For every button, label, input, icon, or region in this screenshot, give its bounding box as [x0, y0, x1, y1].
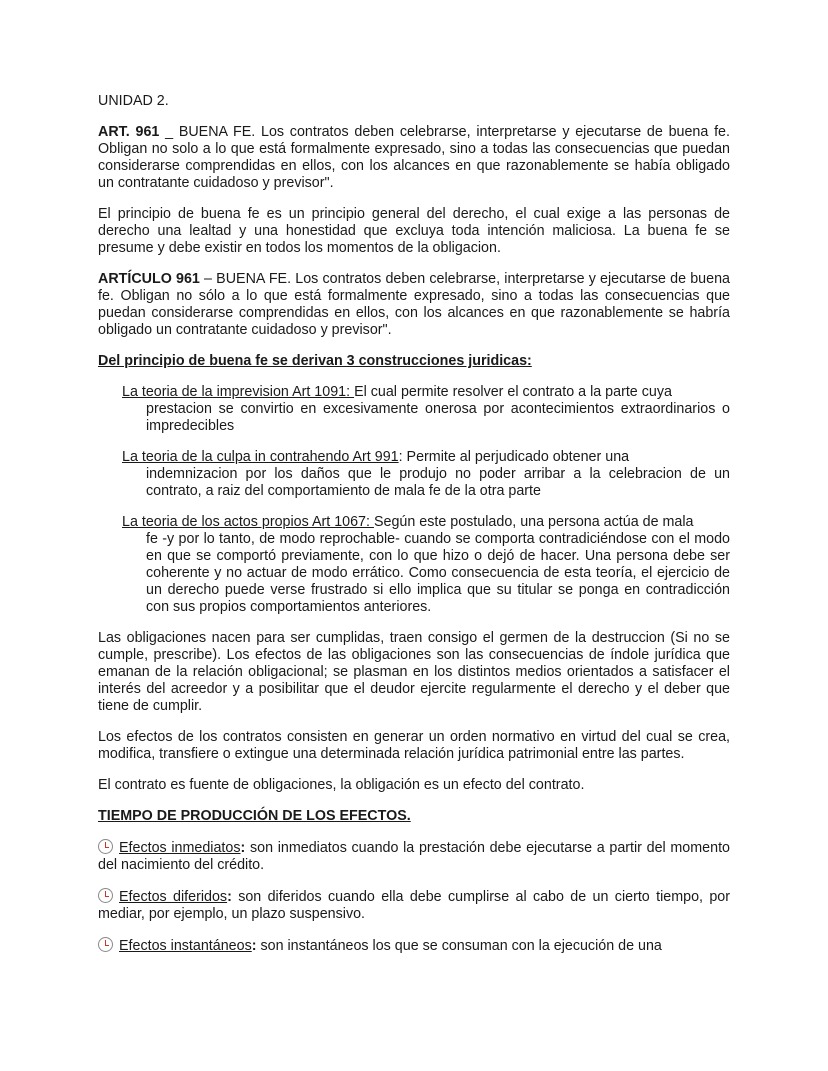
- theory-text-first: : Permite al perjudicado obtener una: [398, 449, 630, 465]
- effect-item-instantaneos: [98, 937, 730, 955]
- effect-item-inmediatos: [98, 839, 730, 874]
- theory-text-rest: fe -y por lo tanto, de modo reprochable- cuando se comporta contradiciéndose con el modo en que se comportó previamente, con lo que hizo o dejó de hacer. Una persona debe ser coherente y no actuar de modo errático. Como consecuencia de esta teoría, el ejercicio de un derecho puede verse frustrado si ello implica que su titular se ponga en contradicción con sus propios comportamientos anteriores.: [146, 531, 730, 615]
- article-text: Los contratos deben celebrarse, interpretarse y ejecutarse de buena fe. Obligan no solo a lo que está formalmente expresado, sino a todas las consecuencias que puedan considerarse comprendidas en ellos, con los alcances en que razonablemente se había obligado un contratante cuidadoso y previsor".: [98, 124, 730, 191]
- article-961-paragraph: [98, 124, 730, 192]
- contract-effects-paragraph: Los efectos de los contratos consisten en generar un orden normativo en virtud del cual se crea, modifica, transfiere o extingue una determinada relación jurídica patrimonial entre las partes.: [98, 729, 730, 762]
- clock-icon: [98, 839, 113, 854]
- clock-icon: [98, 888, 113, 903]
- good-faith-principle-paragraph: El principio de buena fe es un principio general del derecho, el cual exige a las personas de derecho una lealtad y una honestidad que excluya toda intención maliciosa. La buena fe se presume y debe existir en todos los momentos de la obligacion.: [98, 206, 730, 256]
- theory-title: La teoria de la imprevision Art 1091:: [122, 384, 355, 400]
- time-of-effects-heading: TIEMPO DE PRODUCCIÓN DE LOS EFECTOS.: [98, 808, 411, 824]
- articulo-961-paragraph: [98, 271, 730, 339]
- theory-text-first: Según este postulado, una persona actúa de mala: [373, 514, 694, 530]
- theory-item-actos-propios: [122, 514, 730, 616]
- clock-icon: [98, 937, 113, 952]
- articulo-label: ARTÍCULO 961: [98, 271, 200, 287]
- theory-title: La teoria de la culpa in contrahendo Art 991: [122, 449, 399, 465]
- effect-term: Efectos diferidos: [119, 889, 228, 905]
- effect-term: Efectos instantáneos: [119, 938, 252, 954]
- document-page: [98, 93, 730, 955]
- articulo-separator: – BUENA FE.: [199, 271, 296, 287]
- theory-item-culpa: [122, 449, 730, 500]
- contract-source-paragraph: El contrato es fuente de obligaciones, la obligación es un efecto del contrato.: [98, 777, 585, 793]
- articulo-text: Los contratos deben celebrarse, interpretarse y ejecutarse de buena fe. Obligan no sólo a lo que está formalmente expresado, sino a todas las consecuencias que puedan considerarse comprendidas en ellos, con los alcances en que razonablemente se habría obligado un contratante cuidadoso y previsor".: [98, 271, 730, 338]
- article-label: ART. 961: [98, 124, 160, 140]
- theory-text-rest: prestacion se convirtio en excesivamente onerosa por acontecimientos extraordinarios o impredecibles: [146, 401, 730, 434]
- theory-item-imprevision: [122, 384, 730, 435]
- obligations-paragraph: Las obligaciones nacen para ser cumplidas, traen consigo el germen de la destruccion (Si no se cumple, prescribe). Los efectos de las obligaciones son las consecuencias de índole jurídica que emanan de la relación obligacional; se plasman en los distintos medios orientados a satisfacer el interés del acreedor y a posibilitar que el deudor ejercite regularmente el derecho y el deber que tiene de cumplir.: [98, 630, 730, 714]
- effect-text: son inmediatos cuando la prestación debe ejecutarse a partir del momento del nacimiento del crédito.: [98, 840, 730, 873]
- unit-title: UNIDAD 2.: [98, 93, 169, 109]
- theory-title: La teoria de los actos propios Art 1067:: [122, 514, 374, 530]
- effect-term: Efectos inmediatos: [119, 840, 241, 856]
- effect-colon: :: [227, 889, 232, 905]
- effect-colon: :: [240, 840, 246, 856]
- effect-text: son diferidos cuando ella debe cumplirse al cabo de un cierto tiempo, por mediar, por ejemplo, un plazo suspensivo.: [98, 889, 730, 922]
- theory-text-first: El cual permite resolver el contrato a la parte cuya: [354, 384, 672, 400]
- effect-text: son instantáneos los que se consuman con la ejecución de una: [256, 938, 662, 954]
- effect-colon: :: [251, 938, 257, 954]
- article-separator: _ BUENA FE.: [159, 124, 262, 140]
- effect-item-diferidos: [98, 888, 730, 923]
- theory-text-rest: indemnizacion por los daños que le produjo no poder arribar a la celebracion de un contrato, a raiz del comportamiento de mala fe de la otra parte: [146, 466, 730, 499]
- constructions-heading: Del principio de buena fe se derivan 3 construcciones juridicas:: [98, 353, 532, 369]
